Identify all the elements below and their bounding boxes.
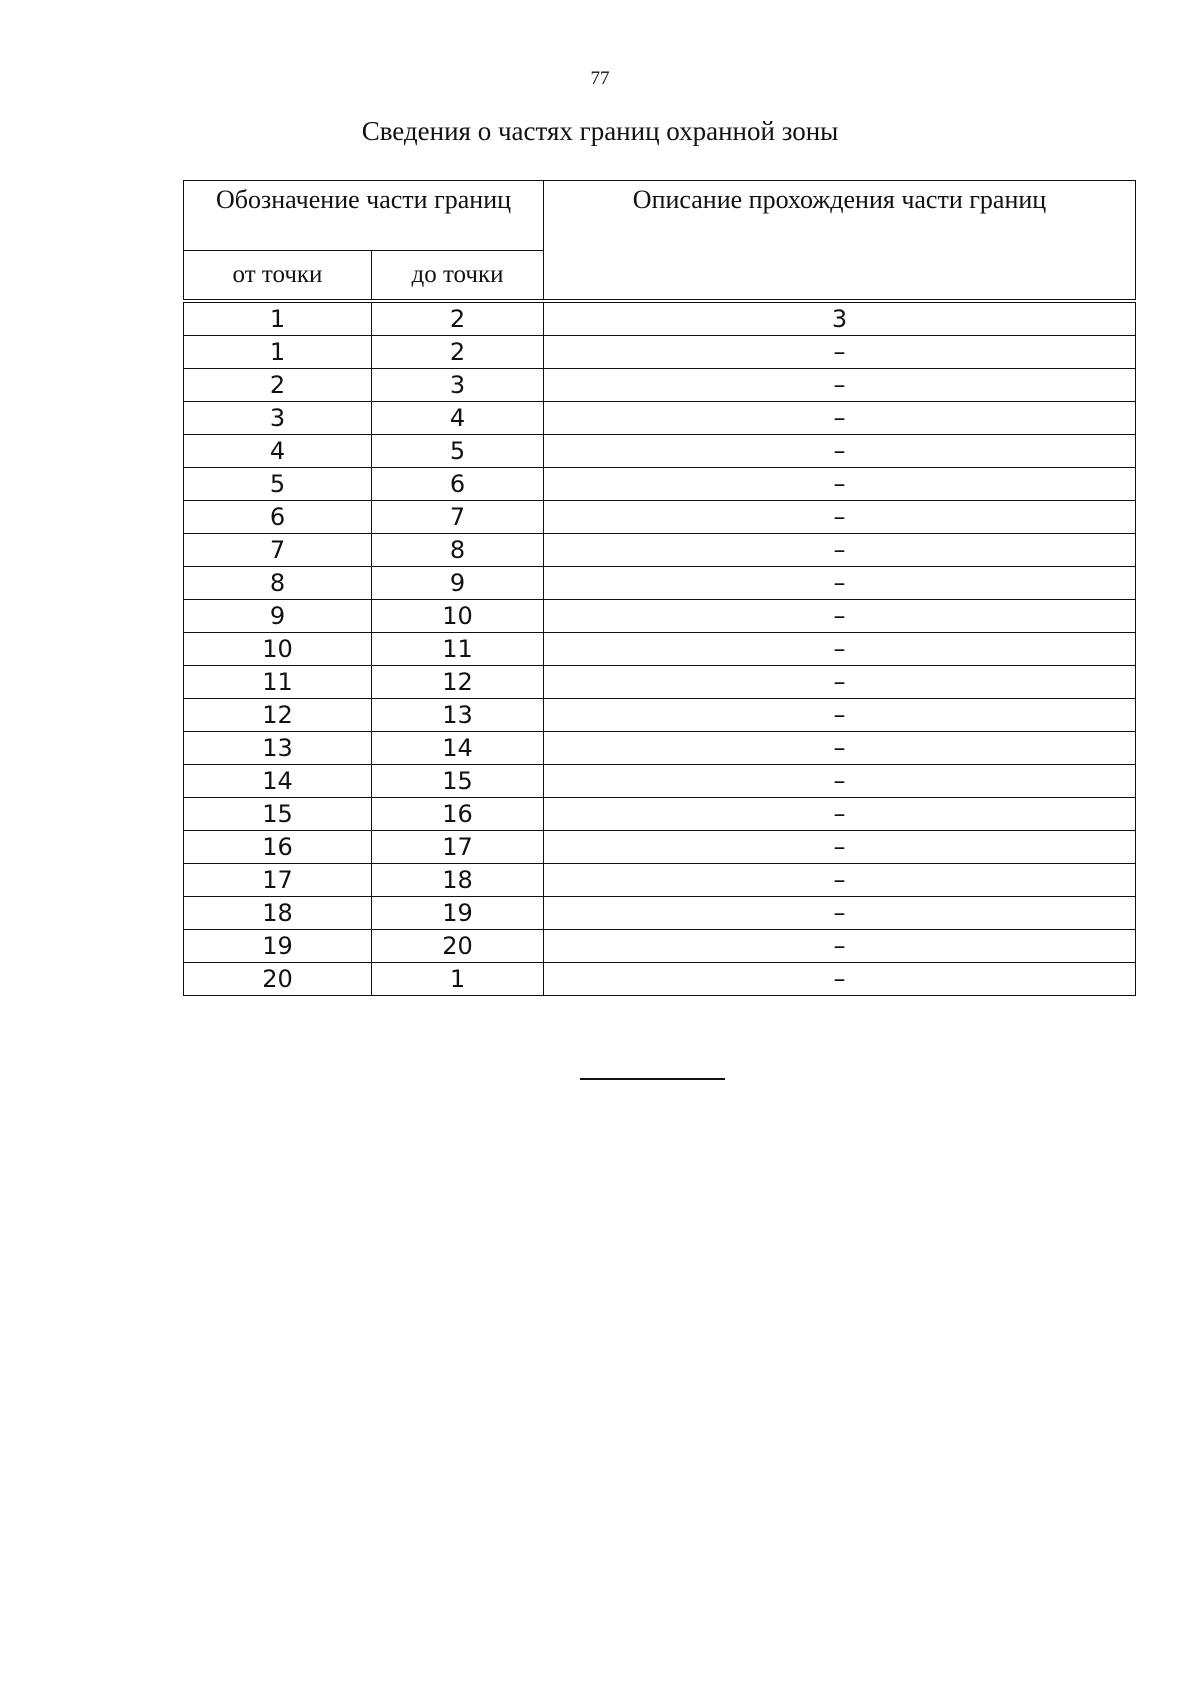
- column-number-cell: 3: [544, 303, 1136, 336]
- to-point-cell: 15: [372, 765, 544, 798]
- description-cell: –: [544, 435, 1136, 468]
- table-row: [184, 897, 1136, 930]
- header-boundary-description: Описание прохождения части границ: [544, 181, 1136, 300]
- to-point-cell: 7: [372, 501, 544, 534]
- description-cell: –: [544, 402, 1136, 435]
- description-cell: –: [544, 732, 1136, 765]
- to-point-cell: 19: [372, 897, 544, 930]
- description-cell: –: [544, 930, 1136, 963]
- table-row: [184, 831, 1136, 864]
- boundary-parts-table: [183, 180, 1136, 996]
- table-row: [184, 567, 1136, 600]
- to-point-cell: 17: [372, 831, 544, 864]
- description-cell: –: [544, 831, 1136, 864]
- table-row: [184, 369, 1136, 402]
- from-point-cell: 15: [184, 798, 372, 831]
- from-point-cell: 6: [184, 501, 372, 534]
- to-point-cell: 1: [372, 963, 544, 996]
- table-row: [184, 666, 1136, 699]
- table-row: [184, 732, 1136, 765]
- to-point-cell: 13: [372, 699, 544, 732]
- table-row: [184, 435, 1136, 468]
- description-cell: –: [544, 369, 1136, 402]
- column-number-cell: 2: [372, 303, 544, 336]
- table-body: [184, 300, 1136, 996]
- from-point-cell: 20: [184, 963, 372, 996]
- table-row: [184, 930, 1136, 963]
- to-point-cell: 14: [372, 732, 544, 765]
- description-cell: –: [544, 897, 1136, 930]
- from-point-cell: 4: [184, 435, 372, 468]
- from-point-cell: 9: [184, 600, 372, 633]
- from-point-cell: 17: [184, 864, 372, 897]
- from-point-cell: 8: [184, 567, 372, 600]
- description-cell: –: [544, 798, 1136, 831]
- table-row: [184, 501, 1136, 534]
- column-number-row: [184, 303, 1136, 336]
- table-row: [184, 600, 1136, 633]
- from-point-cell: 1: [184, 336, 372, 369]
- table-row: [184, 699, 1136, 732]
- from-point-cell: 5: [184, 468, 372, 501]
- to-point-cell: 18: [372, 864, 544, 897]
- table-header: [184, 181, 1136, 300]
- from-point-cell: 16: [184, 831, 372, 864]
- header-to-point: до точки: [372, 251, 544, 300]
- from-point-cell: 19: [184, 930, 372, 963]
- from-point-cell: 2: [184, 369, 372, 402]
- table-row: [184, 633, 1136, 666]
- header-boundary-designation: Обозначение части границ: [184, 181, 544, 251]
- description-cell: –: [544, 765, 1136, 798]
- description-cell: –: [544, 600, 1136, 633]
- from-point-cell: 3: [184, 402, 372, 435]
- to-point-cell: 3: [372, 369, 544, 402]
- to-point-cell: 20: [372, 930, 544, 963]
- header-from-point: от точки: [184, 251, 372, 300]
- description-cell: –: [544, 864, 1136, 897]
- from-point-cell: 14: [184, 765, 372, 798]
- description-cell: –: [544, 666, 1136, 699]
- page-number: 77: [590, 68, 610, 89]
- table-row: [184, 468, 1136, 501]
- from-point-cell: 18: [184, 897, 372, 930]
- from-point-cell: 10: [184, 633, 372, 666]
- table-row: [184, 864, 1136, 897]
- description-cell: –: [544, 501, 1136, 534]
- end-of-document-rule: [580, 1078, 725, 1080]
- to-point-cell: 9: [372, 567, 544, 600]
- from-point-cell: 13: [184, 732, 372, 765]
- table-row: [184, 798, 1136, 831]
- description-cell: –: [544, 534, 1136, 567]
- description-cell: –: [544, 567, 1136, 600]
- from-point-cell: 7: [184, 534, 372, 567]
- description-cell: –: [544, 633, 1136, 666]
- column-number-cell: 1: [184, 303, 372, 336]
- from-point-cell: 11: [184, 666, 372, 699]
- to-point-cell: 16: [372, 798, 544, 831]
- table-row: [184, 534, 1136, 567]
- table-row: [184, 765, 1136, 798]
- to-point-cell: 6: [372, 468, 544, 501]
- table-row: [184, 336, 1136, 369]
- to-point-cell: 12: [372, 666, 544, 699]
- table-row: [184, 402, 1136, 435]
- to-point-cell: 2: [372, 336, 544, 369]
- description-cell: –: [544, 963, 1136, 996]
- description-cell: –: [544, 468, 1136, 501]
- page-title: Сведения о частях границ охранной зоны: [361, 116, 839, 146]
- to-point-cell: 5: [372, 435, 544, 468]
- to-point-cell: 8: [372, 534, 544, 567]
- to-point-cell: 11: [372, 633, 544, 666]
- to-point-cell: 10: [372, 600, 544, 633]
- table-row: [184, 963, 1136, 996]
- description-cell: –: [544, 699, 1136, 732]
- from-point-cell: 12: [184, 699, 372, 732]
- description-cell: –: [544, 336, 1136, 369]
- to-point-cell: 4: [372, 402, 544, 435]
